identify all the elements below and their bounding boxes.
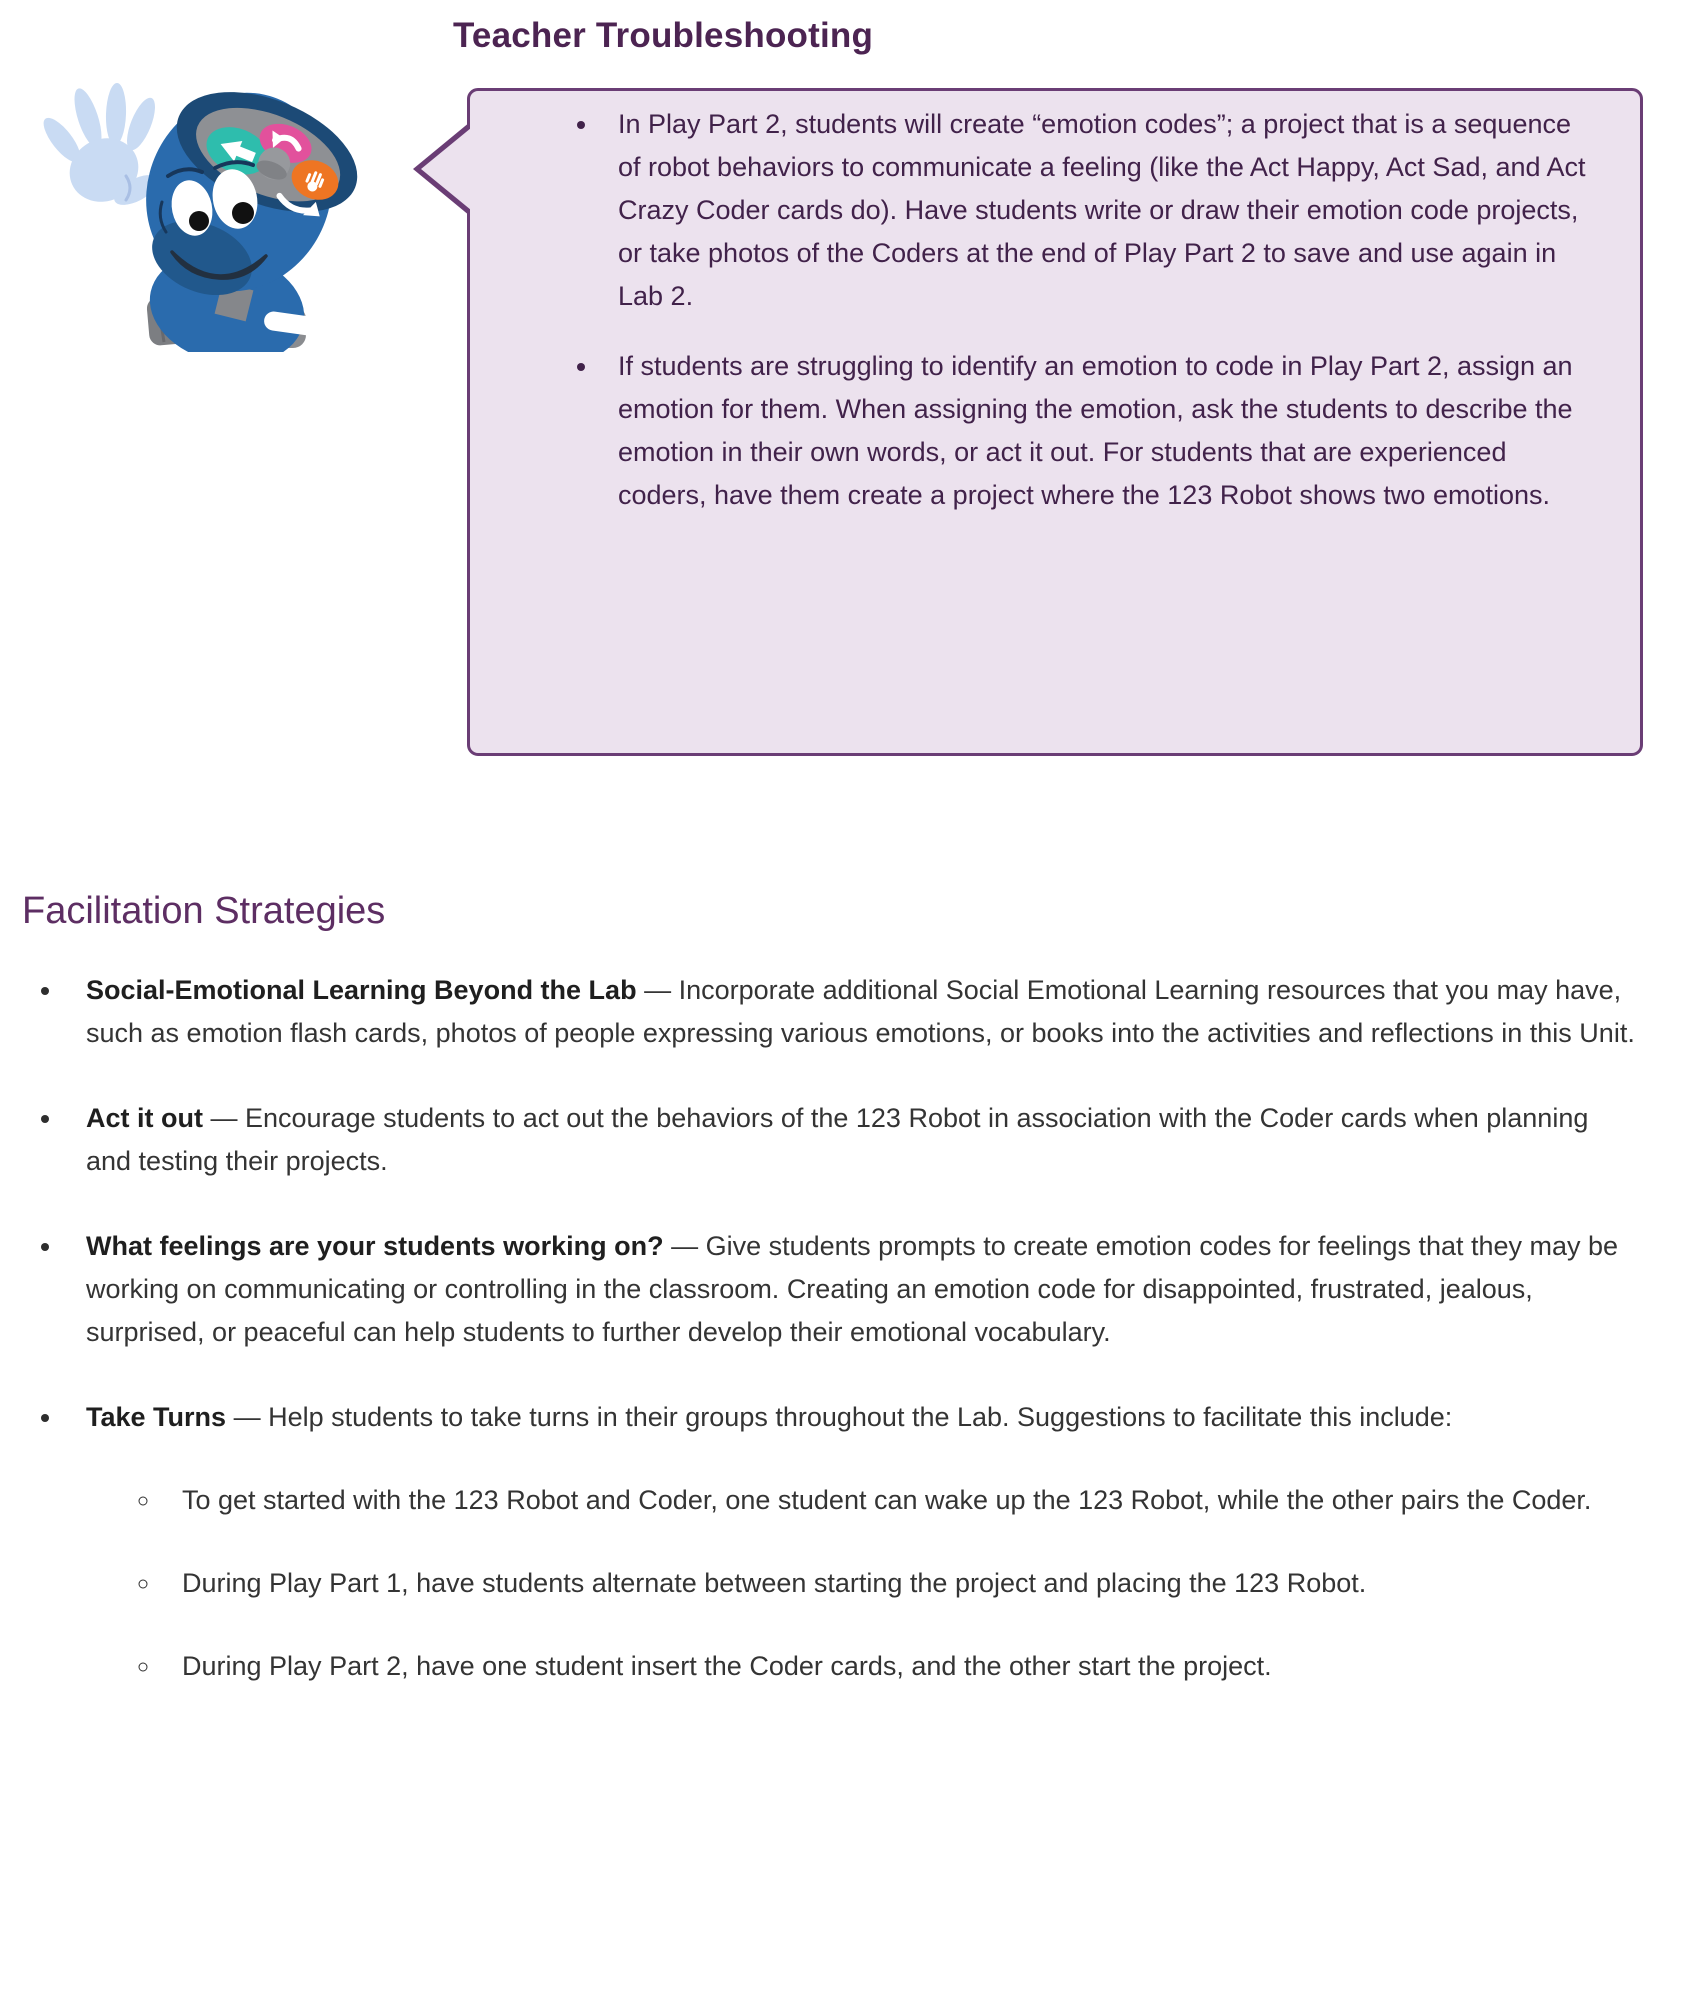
strategy-lead: Act it out xyxy=(86,1103,203,1133)
strategy-lead: Social-Emotional Learning Beyond the Lab xyxy=(86,975,637,1005)
strategy-lead: Take Turns xyxy=(86,1402,227,1432)
robot-waving-hand xyxy=(42,83,162,213)
speech-bubble xyxy=(467,88,1643,756)
strategy-lead: What feelings are your students working on? xyxy=(86,1231,664,1261)
section-heading: Facilitation Strategies xyxy=(22,890,386,932)
strategy-text: — Give students prompts to create emotion codes for feelings that they may be working on communicating or controlling in the classroom. Creating an emotion code for disappointed, frustrated, jealous, surprised, or peaceful can help students to further develop their emotional vocabulary. xyxy=(86,1231,1619,1347)
lesson-page xyxy=(0,16,1688,1990)
robot-mascot-icon xyxy=(42,80,372,352)
strategy-text: — Help students to take turns in their groups throughout the Lab. Suggestions to facilitate this include: xyxy=(233,1402,1453,1432)
strategy-text: — Encourage students to act out the behaviors of the 123 Robot in association with the Coder cards when planning and testing their projects. xyxy=(86,1103,1589,1176)
callout-bullet: • If students are struggling to identify an emotion to code in Play Part 2, assign an emotion for them. When assigning the emotion, ask the students to describe the emotion in their own words, or act it out. For students that are experienced coders, have them create a project where the 123 Robot shows two emotions. xyxy=(600,345,1588,517)
page-title: Teacher Troubleshooting xyxy=(452,16,874,55)
strategy-item xyxy=(64,1097,1640,1183)
robot-mascot-illustration xyxy=(42,80,372,352)
callout-bullet: • In Play Part 2, students will create “emotion codes”; a project that is a sequence of robot behaviors to communicate a feeling (like the Act Happy, Act Sad, and Act Crazy Coder cards do). Have students write or draw their emotion code projects, or take photos of the Coders at the end of Play Part 2 to save and use again in Lab 2. xyxy=(600,103,1588,318)
strategy-text: — Incorporate additional Social Emotional Learning resources that you may have, such as emotion flash cards, photos of people expressing various emotions, or books into the activities and reflections in this Unit. xyxy=(86,975,1635,1048)
troubleshooting-row xyxy=(0,88,1688,756)
strategy-sub-item: ◦ During Play Part 1, have students alternate between starting the project and placing the 123 Robot. xyxy=(162,1562,1640,1605)
strategy-item xyxy=(64,969,1640,1055)
strategy-item xyxy=(64,1396,1640,1688)
callout-bullet-list xyxy=(470,91,1640,517)
strategy-sub-item: ◦ To get started with the 123 Robot and Coder, one student can wake up the 123 Robot, while the other pairs the Coder. xyxy=(162,1479,1640,1522)
strategy-sub-item: ◦ During Play Part 2, have one student insert the Coder cards, and the other start the project. xyxy=(162,1645,1640,1688)
strategy-sub-list xyxy=(86,1479,1640,1688)
strategy-item xyxy=(64,1225,1640,1354)
strategy-list xyxy=(0,969,1640,1688)
